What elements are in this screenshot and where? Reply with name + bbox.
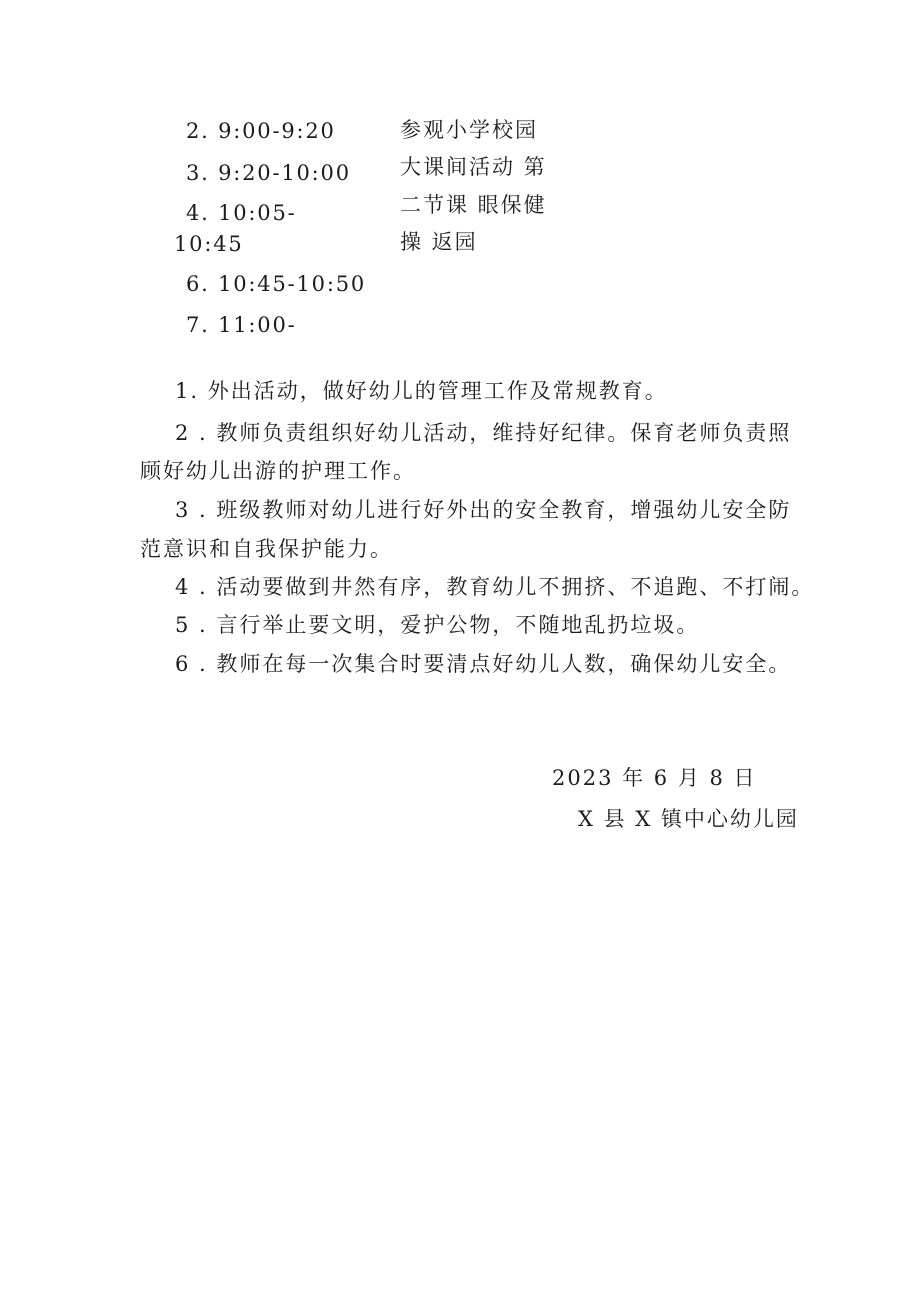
requirement-item-2-cont: 顾好幼儿出游的护理工作。	[140, 459, 416, 483]
schedule-time-2: 3. 9:20-10:00	[186, 161, 351, 185]
schedule-time-4: 6. 10:45-10:50	[186, 272, 367, 296]
requirement-item-5: 5 . 言行举止要文明，爱护公物，不随地乱扔垃圾。	[175, 613, 700, 637]
requirement-item-3-cont: 范意识和自我保护能力。	[140, 537, 393, 561]
requirement-item-2: 2 . 教师负责组织好幼儿活动，维持好纪律。保育老师负责照	[175, 421, 792, 445]
schedule-activity-3: 二节课 眼保健	[400, 193, 547, 217]
schedule-activity-4: 操 返园	[400, 230, 478, 254]
schedule-time-3: 4. 10:05-	[186, 201, 297, 225]
requirement-item-4: 4 . 活动要做到井然有序，教育幼儿不拥挤、不追跑、不打闹。	[175, 575, 815, 599]
signature-date: 2023 年 6 月 8 日	[552, 766, 757, 790]
schedule-time-1: 2. 9:00-9:20	[186, 119, 336, 143]
schedule-activity-1: 参观小学校园	[400, 118, 538, 142]
requirement-item-3: 3 . 班级教师对幼儿进行好外出的安全教育，增强幼儿安全防	[175, 498, 792, 522]
schedule-time-3-cont: 10:45	[174, 232, 244, 256]
schedule-time-5: 7. 11:00-	[186, 313, 297, 337]
schedule-activity-2: 大课间活动 第	[400, 155, 547, 179]
requirement-item-6: 6 . 教师在每一次集合时要清点好幼儿人数，确保幼儿安全。	[175, 652, 792, 676]
requirement-item-1: 1. 外出活动，做好幼儿的管理工作及常规教育。	[175, 379, 668, 403]
signature-organization: X 县 X 镇中心幼儿园	[578, 807, 799, 831]
